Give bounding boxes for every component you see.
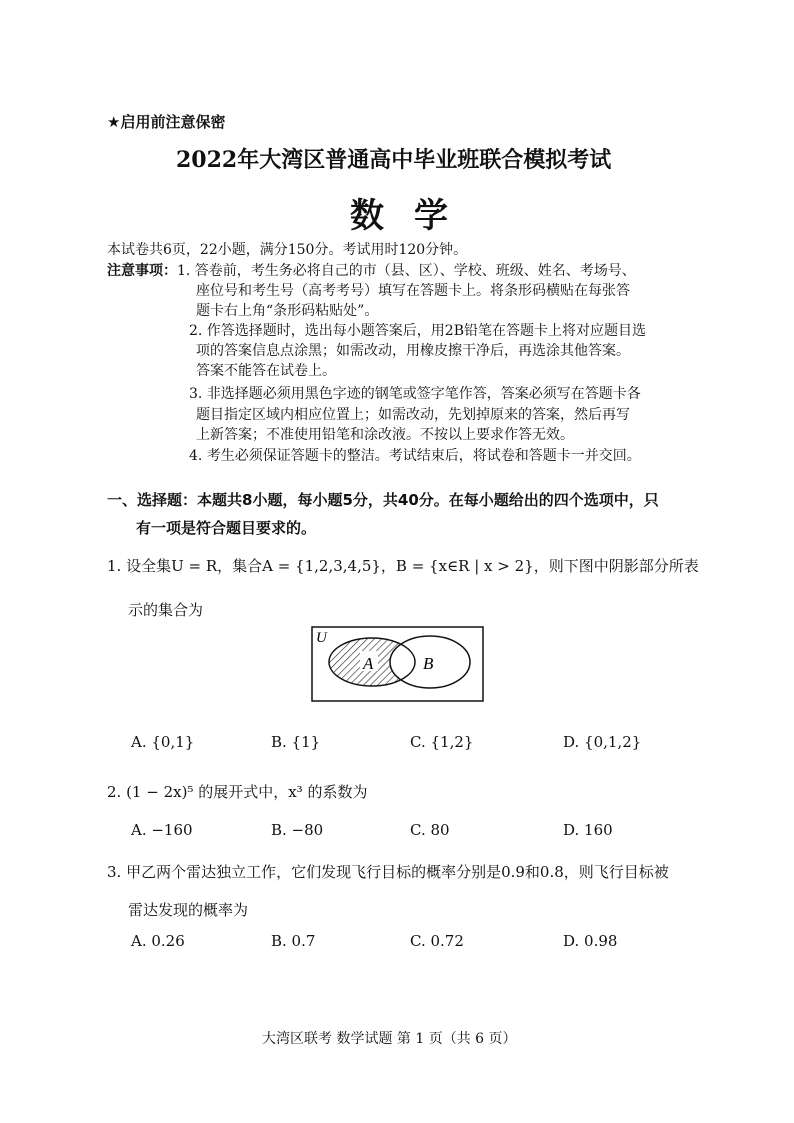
- q1-stem-cont: 示的集合为: [128, 601, 204, 619]
- q3-option-d: D. 0.98: [563, 932, 618, 950]
- q3-stem: 3. 甲乙两个雷达独立工作，它们发现飞行目标的概率分别是0.9和0.8，则飞行目标被: [107, 863, 669, 881]
- q2-option-a: A. −160: [131, 821, 193, 839]
- notice-line: 4. 考生必须保证答题卡的整洁。考试结束后，将试卷和答题卡一并交回。: [189, 448, 641, 464]
- q1-option-b: B. {1}: [271, 733, 321, 751]
- notice-line: 1. 答卷前，考生务必将自己的市（县、区）、学校、班级、姓名、考场号、: [177, 263, 636, 279]
- q3-stem-cont: 雷达发现的概率为: [128, 901, 249, 919]
- q1-option-a: A. {0,1}: [131, 733, 195, 751]
- confidential-label: ★启用前注意保密: [107, 113, 226, 131]
- notice-line: 上新答案；不准使用铅笔和涂改液。不按以上要求作答无效。: [196, 427, 574, 443]
- subject-title: 数学: [350, 196, 478, 236]
- notice-line: 项的答案信息点涂黑；如需改动，用橡皮擦干净后，再选涂其他答案。: [196, 343, 630, 359]
- venn-a-label: A: [363, 654, 374, 673]
- q3-option-b: B. 0.7: [271, 932, 316, 950]
- section1-heading-cont: 有一项是符合题目要求的。: [136, 519, 317, 537]
- exam-title: 2022年大湾区普通高中毕业班联合模拟考试: [176, 147, 612, 173]
- notice-line: 3. 非选择题必须用黑色字迹的钢笔或签字笔作答，答案必须写在答题卡各: [189, 386, 641, 402]
- notice-line: 2. 作答选择题时，选出每小题答案后，用2B铅笔在答题卡上将对应题目选: [189, 323, 647, 339]
- notice-label: 注意事项：: [107, 263, 177, 279]
- q2-option-c: C. 80: [410, 821, 450, 839]
- q1-stem: 1. 设全集U = R，集合A = {1,2,3,4,5}，B = {x∈R | x > 2}，则下图中阴影部分所表: [107, 557, 699, 575]
- notice-line: 题目指定区域内相应位置上；如需改动，先划掉原来的答案，然后再写: [196, 407, 630, 423]
- intro-text: 本试卷共6页，22小题，满分150分。考试用时120分钟。: [107, 242, 468, 258]
- notice-line: 座位号和考生号（高考考号）填写在答题卡上。将条形码横贴在每张答: [196, 283, 630, 299]
- section1-heading: 一、选择题：本题共8小题，每小题5分，共40分。在每小题给出的四个选项中，只: [107, 491, 659, 509]
- page-footer: 大湾区联考 数学试题 第 1 页（共 6 页）: [262, 1031, 517, 1047]
- venn-diagram: [310, 625, 485, 705]
- q2-option-b: B. −80: [271, 821, 324, 839]
- q2-option-d: D. 160: [563, 821, 613, 839]
- q3-option-a: A. 0.26: [131, 932, 185, 950]
- q2-stem: 2. (1 − 2x)⁵ 的展开式中，x³ 的系数为: [107, 783, 368, 801]
- notice-line: 答案不能答在试卷上。: [196, 363, 336, 379]
- venn-b-label: B: [423, 654, 434, 673]
- q1-option-c: C. {1,2}: [410, 733, 474, 751]
- venn-u-label: U: [316, 630, 327, 646]
- q1-option-d: D. {0,1,2}: [563, 733, 642, 751]
- q3-option-c: C. 0.72: [410, 932, 464, 950]
- notice-line: 题卡右上角“条形码粘贴处”。: [196, 303, 379, 319]
